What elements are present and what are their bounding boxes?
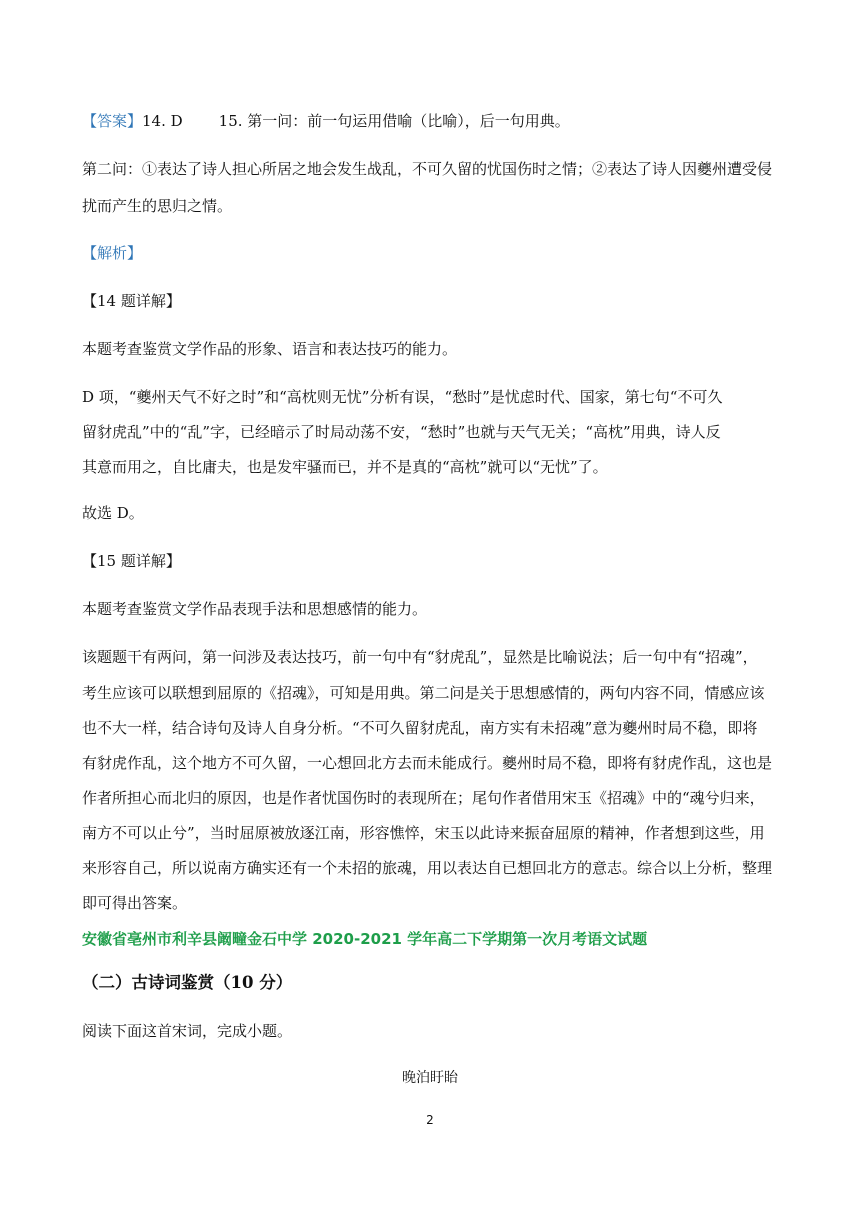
q14-conclusion: 故选 D。: [82, 504, 144, 522]
answer-part2-line2: 扰而产生的思归之情。: [82, 197, 233, 215]
poem-title: 晚泊盱眙: [402, 1070, 458, 1086]
source-title: 安徽省亳州市利辛县阚疃金石中学 2020-2021 学年高二下学期第一次月考语文试题: [82, 930, 648, 948]
q14-intro: 本题考查鉴赏文学作品的形象、语言和表达技巧的能力。: [82, 340, 458, 358]
answer-tag: 【答案】: [82, 112, 143, 130]
answer-q14: 14. D: [142, 112, 183, 130]
q15-line-5: 作者所担心而北归的原因，也是作者忧国伤时的表现所在；尾句作者借用宋玉《招魂》中的“魂兮归来，: [82, 789, 765, 807]
q15-line-7: 来形容自己，所以说南方确实还有一个未招的旅魂，用以表达自已想回北方的意志。综合以上分析，整理: [82, 859, 773, 877]
analysis-tag: 【解析】: [82, 244, 143, 262]
instruction: 阅读下面这首宋词，完成小题。: [82, 1022, 293, 1040]
q14-line-1: D 项，“夔州天气不好之时”和“高枕则无忧”分析有误，“愁时”是忧虑时代、国家，第七句“不可久: [82, 388, 723, 406]
page-number: 2: [426, 1113, 434, 1127]
section-title: （二）古诗词鉴赏（10 分）: [82, 973, 293, 992]
answer-line: [82, 111, 570, 131]
q14-line-3: 其意而用之，自比庸夫，也是发牢骚而已，并不是真的“高枕”就可以“无忧”了。: [82, 458, 608, 476]
q15-line-6: 南方不可以止兮”，当时屈原被放逐江南，形容憔悴，宋玉以此诗来振奋屈原的精神，作者想到这些，用: [82, 824, 765, 842]
q14-heading: 【14 题详解】: [82, 292, 181, 310]
q15-line-2: 考生应该可以联想到屈原的《招魂》，可知是用典。第二问是关于思想感情的，两句内容不同，情感应该: [82, 684, 765, 702]
q14-line-2: 留豺虎乱”中的“乱”字，已经暗示了时局动荡不安，“愁时”也就与天气无关；“高枕”用典，诗人反: [82, 423, 721, 441]
q15-heading: 【15 题详解】: [82, 552, 181, 570]
q15-line-8: 即可得出答案。: [82, 894, 188, 912]
q15-line-4: 有豺虎作乱，这个地方不可久留，一心想回北方去而未能成行。夔州时局不稳，即将有豺虎作乱，这也是: [82, 754, 773, 772]
answer-q15: 15. 第一问：前一句运用借喻（比喻），后一句用典。: [218, 112, 570, 130]
answer-part2-line1: 第二问：①表达了诗人担心所居之地会发生战乱，不可久留的忧国伤时之情；②表达了诗人因夔州遭受侵: [82, 160, 773, 178]
q15-line-3: 也不大一样，结合诗句及诗人自身分析。“不可久留豺虎乱，南方实有未招魂”意为夔州时局不稳，即将: [82, 719, 758, 737]
q15-line-1: 该题题干有两问，第一问涉及表达技巧，前一句中有“豺虎乱”，显然是比喻说法；后一句中有“招魂”，: [82, 648, 758, 666]
q15-intro: 本题考查鉴赏文学作品表现手法和思想感情的能力。: [82, 600, 428, 618]
